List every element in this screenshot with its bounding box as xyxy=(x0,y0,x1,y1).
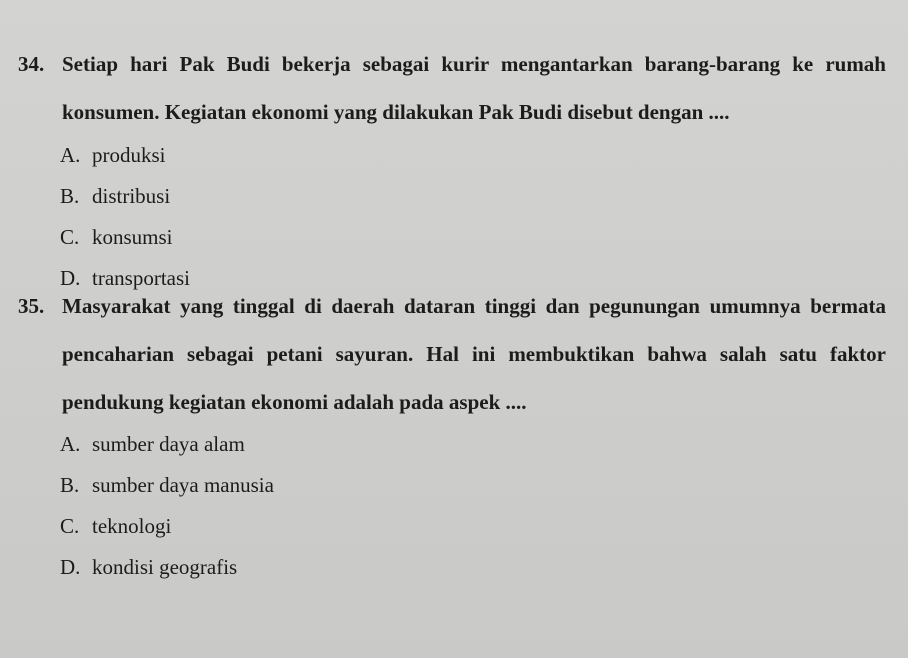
option-letter: D. xyxy=(60,266,81,290)
answer-option-b[interactable] xyxy=(0,471,908,499)
question-text-line-3: pendukung kegiatan ekonomi adalah pada aspek .... xyxy=(62,390,527,414)
option-letter: C. xyxy=(60,514,80,538)
option-text: konsumsi xyxy=(92,225,173,249)
option-text: sumber daya alam xyxy=(92,432,245,456)
option-letter: B. xyxy=(60,473,80,497)
answer-option-d[interactable] xyxy=(0,553,908,581)
option-letter: A. xyxy=(60,432,81,456)
option-letter: D. xyxy=(60,555,81,579)
answer-options xyxy=(0,430,908,581)
question-number: 34. xyxy=(18,52,45,76)
question-line xyxy=(0,50,908,78)
option-text: produksi xyxy=(92,143,166,167)
option-text: sumber daya manusia xyxy=(92,473,274,497)
answer-option-d[interactable] xyxy=(0,264,908,292)
question-text-line-2: konsumen. Kegiatan ekonomi yang dilakukan Pak Budi disebut dengan .... xyxy=(62,100,730,124)
answer-option-b[interactable] xyxy=(0,182,908,210)
answer-option-c[interactable] xyxy=(0,512,908,540)
option-text: teknologi xyxy=(92,514,172,538)
answer-option-a[interactable] xyxy=(0,141,908,169)
question-line xyxy=(0,388,908,416)
answer-option-a[interactable] xyxy=(0,430,908,458)
option-text: transportasi xyxy=(92,266,190,290)
answer-option-c[interactable] xyxy=(0,223,908,251)
option-text: kondisi geografis xyxy=(92,555,238,579)
option-text: distribusi xyxy=(92,184,171,208)
question-line xyxy=(0,340,908,368)
question-34 xyxy=(0,50,908,305)
option-letter: A. xyxy=(60,143,81,167)
question-text-line-2: pencaharian sebagai petani sayuran. Hal ini membuktikan bahwa salah satu faktor xyxy=(62,342,886,366)
option-letter: B. xyxy=(60,184,80,208)
question-line xyxy=(0,98,908,126)
answer-options xyxy=(0,141,908,292)
question-number: 35. xyxy=(18,294,45,318)
option-letter: C. xyxy=(60,225,80,249)
question-35 xyxy=(0,292,908,594)
question-text-line-1: Setiap hari Pak Budi bekerja sebagai kurir mengantarkan barang-barang ke rumah xyxy=(62,52,886,76)
question-line xyxy=(0,292,908,320)
question-text-line-1: Masyarakat yang tinggal di daerah dataran tinggi dan pegunungan umumnya bermata xyxy=(62,294,886,318)
